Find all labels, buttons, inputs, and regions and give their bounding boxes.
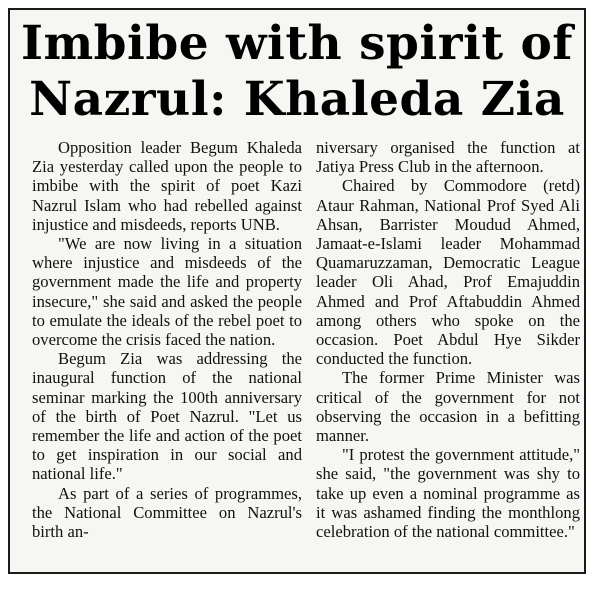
article-paragraph: Begum Zia was addressing the inaugural function of the national seminar marking the 100th anniversary of the birth of Poet Nazrul. "Let us remember the life and action of the poet to get inspiration in our social and national life." — [32, 349, 302, 484]
article-paragraph: The former Prime Minister was critical of the government for not observing the occasion in a befitting manner. — [316, 368, 580, 446]
article-paragraph-continued: niversary organised the function at Jatiya Press Club in the afternoon. — [316, 138, 580, 177]
headline-line-1: Imbibe with spirit of — [20, 16, 574, 71]
article-paragraph: Opposition leader Begum Khaleda Zia yesterday called upon the people to imbibe with the spirit of poet Kazi Nazrul Islam who had rebelled against injustice and misdeeds, reports UNB. — [32, 138, 302, 234]
article-paragraph: "We are now living in a situation where injustice and misdeeds of the government made the life and property insecure," she said and asked the people to emulate the ideals of the rebel poet to overcome the crisis faced the nation. — [32, 234, 302, 350]
article-column-right — [316, 138, 580, 541]
article-paragraph: Chaired by Commodore (retd) Ataur Rahman, National Prof Syed Ali Ahsan, Barrister Moudud Ahmed, Jamaat-e-Islami leader Mohammad Quamaruzzaman, Democratic League leader Oli Ahad, Prof Emajuddin Ahmed and Prof Aftabuddin Ahmed among others who spoke on the occasion. Poet Abdul Hye Sikder conducted the function. — [316, 176, 580, 369]
headline — [10, 16, 584, 128]
article-paragraph: "I protest the government attitude," she said, "the government was shy to take up even a nominal programme as it was ashamed finding the monthlong celebration of the national committee." — [316, 445, 580, 542]
article-column-left — [32, 138, 302, 541]
newspaper-clipping — [8, 8, 586, 574]
article-paragraph: As part of a series of programmes, the National Committee on Nazrul's birth an- — [32, 483, 302, 542]
headline-line-2: Nazrul: Khaleda Zia — [29, 72, 565, 127]
